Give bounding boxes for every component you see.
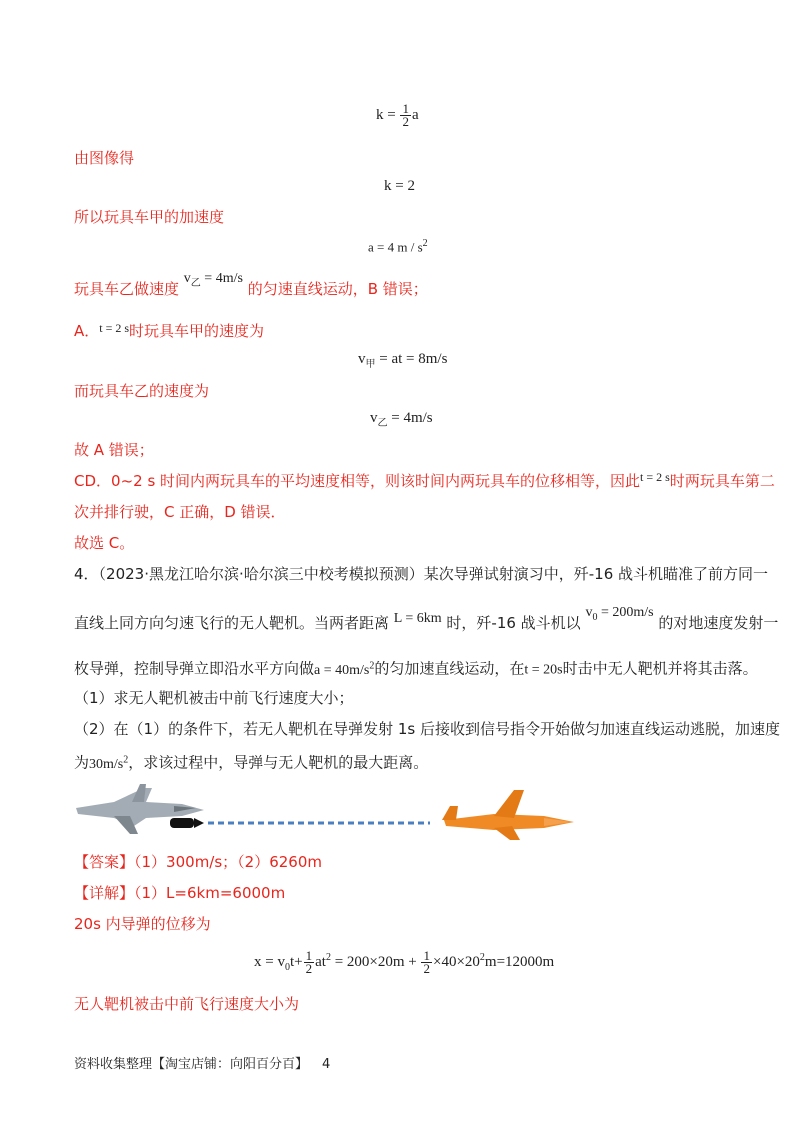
eq-text: x = v	[254, 954, 285, 970]
fraction	[400, 103, 411, 128]
fraction	[421, 950, 432, 975]
eq-text: = 200×20m +	[330, 954, 421, 970]
frac-den: 2	[402, 114, 409, 129]
detail-line	[74, 883, 285, 903]
text-line: 故 A 错误；	[74, 441, 154, 459]
problem-line	[74, 605, 779, 640]
answer-line	[74, 852, 322, 872]
text-span: 直线上同方向匀速飞行的无人靶机。当两者距离	[74, 614, 390, 632]
text-span: 枚导弹，控制导弹立即沿水平方向做	[74, 659, 315, 678]
math-sup: 2	[123, 754, 129, 765]
text-span: ，求该过程中，导弹与无人靶机的最大距离。	[128, 753, 429, 772]
detail-label: 【详解】	[74, 884, 135, 902]
eq-text: ×40×20	[432, 954, 480, 970]
problem-line: （2）在（1）的条件下，若无人靶机在导弹发射 1s 后接收到信号指令开始做匀加速直线运动逃脱，加速度	[74, 720, 780, 738]
text-span: CD．0~2 s 时间内两玩具车的平均速度相等，则该时间内两玩具车的位移相等，因此	[74, 472, 641, 490]
eq-text: a	[411, 106, 419, 123]
problem-line	[74, 656, 758, 681]
eq-text: k =	[376, 106, 400, 123]
math-val: = 4m/s	[387, 410, 433, 426]
problem-line: （1）求无人靶机被击中前飞行速度大小；	[74, 689, 354, 707]
eq-text: a = 4 m / s	[368, 239, 423, 255]
eq-sup: 2	[325, 952, 331, 963]
page-footer	[74, 1053, 330, 1072]
frac-den: 2	[305, 961, 313, 977]
text-span: 时玩具车甲的速度为	[129, 322, 265, 340]
text-span: （2023·黑龙江哈尔滨·哈尔滨三中校考模拟预测）某次导弹试射演习中，歼-16 战斗机瞄准了前方同一	[98, 565, 769, 583]
inline-math	[314, 660, 375, 678]
eq-displacement	[254, 948, 554, 978]
text-line: 故选 C。	[74, 534, 135, 552]
math-v: v	[370, 410, 378, 426]
illustration	[74, 780, 584, 842]
eq-k2: k = 2	[384, 178, 415, 194]
math-sub: 甲	[365, 359, 376, 370]
text-span: 的匀加速直线运动，在	[374, 659, 525, 678]
fraction	[304, 950, 315, 975]
frac-den: 2	[423, 961, 430, 977]
text-span: 时两玩具车第二	[669, 472, 775, 490]
problem-line	[74, 564, 768, 584]
text-span: 玩具车乙做速度	[74, 280, 180, 298]
math-sub: 0	[592, 611, 598, 623]
math-v: v	[358, 351, 366, 367]
eq-text: m=12000m	[484, 954, 555, 970]
text-span: 的匀速直线运动，B 错误；	[247, 280, 428, 298]
answer-label: 【答案】	[74, 853, 135, 871]
text-span: 时击中无人靶机并将其击落。	[562, 659, 758, 678]
math-val: = 200m/s	[597, 605, 654, 620]
frac-num: 1	[402, 101, 409, 116]
frac-num: 1	[305, 948, 313, 964]
text-span: 的对地速度发射一	[658, 614, 779, 632]
inline-math: t = 2 s	[640, 470, 670, 484]
text-line: 次并排行驶，C 正确，D 错误．	[74, 503, 286, 521]
inline-math	[183, 271, 243, 289]
math-sub: 乙	[190, 277, 201, 289]
page-number: 4	[322, 1057, 331, 1072]
eq-sup: 2	[422, 238, 428, 249]
inline-math: t = 20s	[524, 662, 563, 678]
problem-number: 4．	[74, 565, 99, 583]
eq-sub: 0	[284, 962, 290, 973]
answer-text: （1）300m/s；（2）6260m	[134, 853, 322, 871]
text-line: 无人靶机被击中前飞行速度大小为	[74, 995, 300, 1013]
math-v: v	[183, 271, 191, 286]
eq-sup: 2	[479, 952, 485, 963]
frac-num: 1	[423, 948, 430, 964]
inline-math: L = 6km	[393, 611, 442, 626]
eq-k-half-a	[376, 103, 419, 128]
eq-text: at	[315, 954, 326, 970]
inline-math	[585, 605, 654, 623]
inline-math	[89, 754, 129, 772]
text-line	[74, 271, 428, 306]
math-val: a = 40m/s	[314, 662, 370, 678]
eq-v-jia	[358, 349, 447, 375]
math-v: v	[585, 605, 593, 620]
text-line: 而玩具车乙的速度为	[74, 382, 210, 400]
math-val: 30m/s	[89, 756, 124, 772]
eq-a4	[368, 234, 428, 257]
eq-v-yi	[370, 408, 433, 434]
inline-math: t = 2 s	[99, 321, 130, 335]
text-span: 为	[74, 753, 90, 772]
text-span: 时，歼-16 战斗机以	[446, 614, 581, 632]
text-line	[74, 321, 264, 342]
footer-text: 资料收集整理【淘宝店铺：向阳百分百】	[74, 1057, 309, 1072]
target-drone-icon	[442, 790, 574, 840]
problem-line	[74, 750, 428, 775]
text-line	[74, 471, 775, 492]
missile-icon	[170, 818, 204, 828]
eq-text: t+	[289, 954, 303, 970]
text-line: 20s 内导弹的位移为	[74, 915, 211, 933]
math-val: = 4m/s	[200, 271, 243, 286]
math-val: = at = 8m/s	[375, 351, 448, 367]
math-sup: 2	[369, 660, 375, 671]
text-line: 所以玩具车甲的加速度	[74, 208, 225, 226]
text-span: A．	[74, 322, 100, 340]
text-line: 由图像得	[74, 149, 135, 167]
detail-text: （1）L=6km=6000m	[134, 884, 286, 902]
math-sub: 乙	[377, 418, 388, 429]
